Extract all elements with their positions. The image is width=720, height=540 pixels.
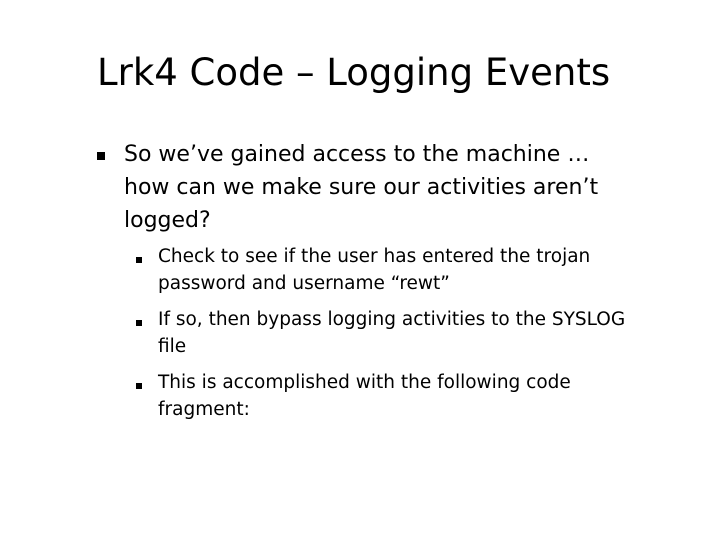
sub-bullet-text-3 bbox=[158, 369, 703, 423]
sub-bullet-3-line-2: fragment: bbox=[158, 399, 250, 420]
slide-title: Lrk4 Code – Logging Events bbox=[97, 51, 611, 94]
bullet-square-icon bbox=[97, 152, 105, 160]
sub-bullet-1-line-1: Check to see if the user has entered the trojan bbox=[158, 246, 591, 267]
sub-bullet-text-2 bbox=[158, 306, 703, 360]
main-bullet-line-2: how can we make sure our activities aren’t bbox=[124, 175, 599, 200]
sub-bullet-square-icon bbox=[136, 383, 142, 389]
sub-bullet-3-line-1: This is accomplished with the following code bbox=[158, 372, 571, 393]
sub-bullet-2-line-1: If so, then bypass logging activities to the SYSLOG bbox=[158, 309, 626, 330]
sub-bullet-1-line-2: password and username “rewt” bbox=[158, 273, 450, 294]
main-bullet-text bbox=[124, 138, 684, 237]
sub-bullet-text-1 bbox=[158, 243, 703, 297]
sub-bullet-2-line-2: file bbox=[158, 336, 187, 357]
sub-bullet-square-icon bbox=[136, 257, 142, 263]
main-bullet-line-1: So we’ve gained access to the machine … bbox=[124, 142, 590, 167]
sub-bullet-square-icon bbox=[136, 320, 142, 326]
main-bullet-line-3: logged? bbox=[124, 208, 211, 233]
